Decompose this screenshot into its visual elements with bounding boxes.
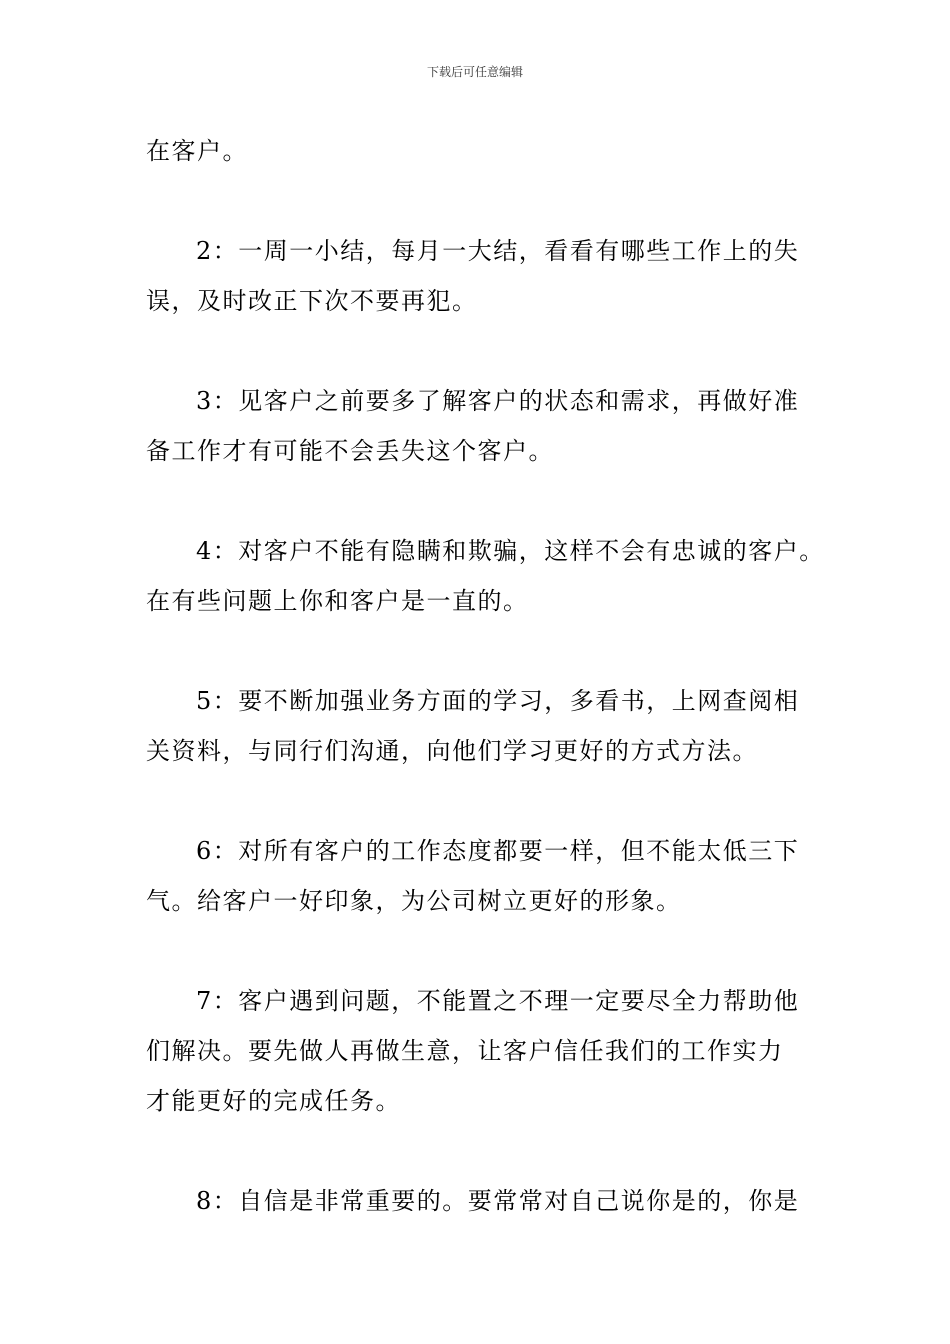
paragraph-line: 3：见客户之前要多了解客户的状态和需求，再做好准 xyxy=(196,387,800,415)
paragraph-7 xyxy=(146,976,814,1126)
paragraph-line: 们解决。要先做人再做生意，让客户信任我们的工作实力 xyxy=(146,1037,784,1065)
paragraph-line: 2：一周一小结，每月一大结，看看有哪些工作上的失 xyxy=(196,237,800,265)
paragraph-6 xyxy=(146,826,814,926)
paragraph-line: 7：客户遇到问题，不能置之不理一定要尽全力帮助他 xyxy=(196,987,800,1015)
paragraph-line: 关资料，与同行们沟通，向他们学习更好的方式方法。 xyxy=(146,737,758,765)
paragraph-gap xyxy=(146,626,814,676)
document-body xyxy=(146,126,825,1226)
paragraph-2 xyxy=(146,226,814,326)
paragraph-line: 才能更好的完成任务。 xyxy=(146,1087,401,1115)
page-header: 下载后可任意编辑 xyxy=(426,65,523,79)
paragraph-gap xyxy=(146,176,814,226)
paragraph-4 xyxy=(146,526,825,626)
paragraph-line: 在有些问题上你和客户是一直的。 xyxy=(146,587,529,615)
paragraph-line: 误，及时改正下次不要再犯。 xyxy=(146,287,478,315)
paragraph-5 xyxy=(146,676,814,776)
paragraph-gap xyxy=(146,1126,814,1176)
paragraph-line: 8：自信是非常重要的。要常常对自己说你是的，你是 xyxy=(196,1187,800,1215)
paragraph-gap xyxy=(146,926,814,976)
paragraph-line: 6：对所有客户的工作态度都要一样，但不能太低三下 xyxy=(196,837,800,865)
paragraph-gap xyxy=(146,776,814,826)
paragraph-gap xyxy=(146,326,814,376)
paragraph-line: 气。给客户一好印象，为公司树立更好的形象。 xyxy=(146,887,682,915)
paragraph-gap xyxy=(146,476,814,526)
paragraph-8 xyxy=(146,1176,814,1226)
paragraph-1 xyxy=(146,126,814,176)
paragraph-line: 4：对客户不能有隐瞒和欺骗，这样不会有忠诚的客户。 xyxy=(196,537,825,565)
paragraph-line: 5：要不断加强业务方面的学习，多看书，上网查阅相 xyxy=(196,687,800,715)
paragraph-3 xyxy=(146,376,814,476)
paragraph-line: 在客户。 xyxy=(146,137,248,165)
paragraph-line: 备工作才有可能不会丢失这个客户。 xyxy=(146,437,554,465)
